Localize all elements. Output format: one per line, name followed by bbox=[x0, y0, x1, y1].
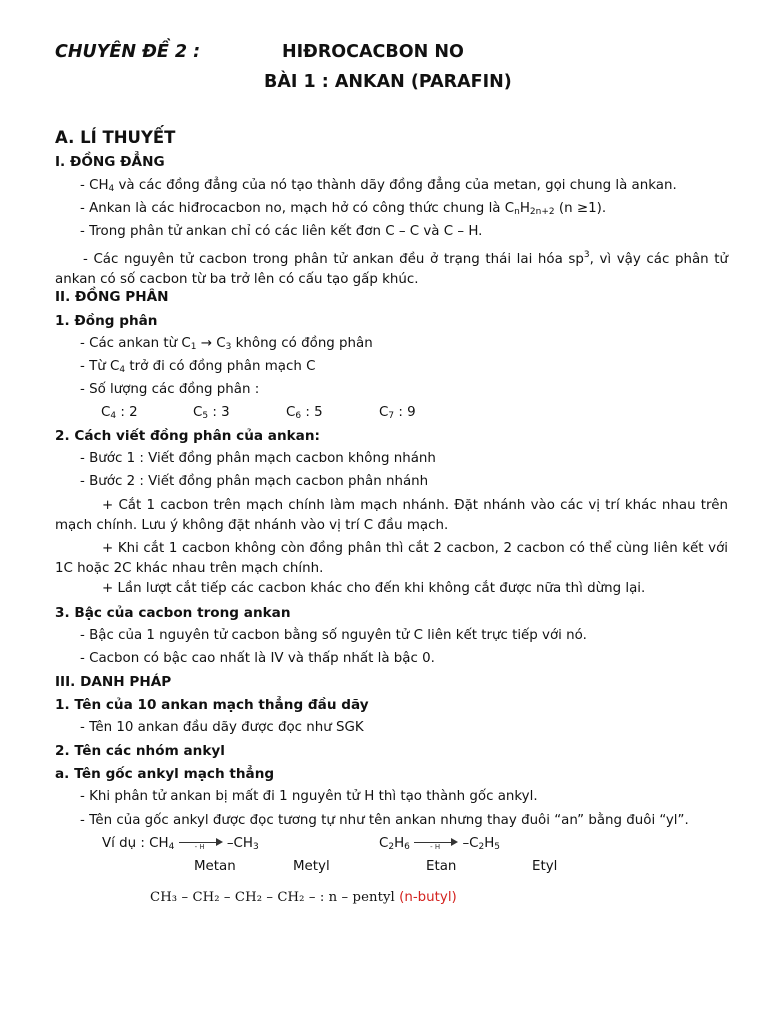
homologous-line-2: - Ankan là các hiđrocacbon no, mạch hở có công thức chung là $C_nH_{2n+2}$ (n ≥1). bbox=[80, 201, 607, 217]
step-2-note-2: + Khi cắt 1 cacbon không còn đồng phân thì cắt 2 cacbon, 2 cacbon có thể cùng liên kết với 1C hoặc 2C khác nhau trên mạch chính. bbox=[55, 541, 728, 576]
chapter-label: CHUYÊN ĐỀ 2 : bbox=[55, 42, 201, 62]
formula-note: (n-butyl) bbox=[399, 890, 457, 905]
right-arrow-icon: - H bbox=[414, 837, 458, 849]
isomer-count-c6: $C_6$ : 5 bbox=[286, 405, 323, 421]
pentyl-formula: CH₃ – CH₂ – CH₂ – CH₂ – : n – pentyl bbox=[150, 890, 395, 905]
step-1: - Bước 1 : Viết đồng phân mạch cacbon không nhánh bbox=[80, 451, 436, 466]
subsection-carbon-order: 3. Bậc của cacbon trong ankan bbox=[55, 605, 291, 621]
name-etyl: Etyl bbox=[532, 859, 558, 874]
isomer-line-2: - Từ $C_4$ trở đi có đồng phân mạch C bbox=[80, 359, 316, 375]
example-methane: Ví dụ : $CH_4$ - H $-CH_3$ bbox=[102, 836, 259, 852]
pentyl-formula-line bbox=[150, 890, 457, 905]
name-metyl: Metyl bbox=[293, 859, 330, 874]
homologous-line-1: - $CH_4$ và các đồng đẳng của nó tạo thành dãy đồng đẳng của metan, gọi chung là ankan. bbox=[80, 178, 677, 194]
subsection-alkyl-groups: 2. Tên các nhóm ankyl bbox=[55, 743, 225, 759]
isomer-count-c7: $C_7$ : 9 bbox=[379, 405, 416, 421]
homologous-line-4: - Các nguyên tử cacbon trong phân tử ankan đều ở trạng thái lai hóa $sp^3$, vì vậy các phân tử ankan có số cacbon từ ba trở lên có cấu tạo gấp khúc. bbox=[55, 250, 728, 287]
step-2-note-3: + Lần lượt cắt tiếp các cacbon khác cho đến khi không cắt được nữa thì dừng lại. bbox=[102, 581, 646, 596]
subsection-writing-isomers: 2. Cách viết đồng phân của ankan: bbox=[55, 428, 320, 444]
subsection-ten-alkanes: 1. Tên của 10 ankan mạch thẳng đầu dãy bbox=[55, 697, 369, 713]
carbon-order-line-1: - Bậc của 1 nguyên tử cacbon bằng số nguyên tử C liên kết trực tiếp với nó. bbox=[80, 628, 587, 643]
section-nomenclature-heading: III. DANH PHÁP bbox=[55, 674, 172, 690]
isomer-count-c5: $C_5$ : 3 bbox=[193, 405, 230, 421]
step-2-note-1: + Cắt 1 cacbon trên mạch chính làm mạch nhánh. Đặt nhánh vào các vị trí khác nhau trên mạch chính. Lưu ý không đặt nhánh vào vị trí C đầu mạch. bbox=[55, 498, 728, 533]
section-homologous-heading: I. ĐỒNG ĐẲNG bbox=[55, 154, 165, 170]
isomer-line-1: - Các ankan từ $C_1 \to C_3$ không có đồng phân bbox=[80, 336, 373, 352]
alkyl-line-1: - Khi phân tử ankan bị mất đi 1 nguyên tử H thì tạo thành gốc ankyl. bbox=[80, 789, 538, 804]
right-arrow-icon: - H bbox=[179, 837, 223, 849]
isomer-count-c4: $C_4$ : 2 bbox=[101, 405, 138, 421]
section-a-heading: A. LÍ THUYẾT bbox=[55, 128, 176, 147]
alkyl-line-2: - Tên của gốc ankyl được đọc tương tự như tên ankan nhưng thay đuôi “an” bằng đuôi “yl”. bbox=[80, 813, 689, 828]
name-etan: Etan bbox=[426, 859, 457, 874]
carbon-order-line-2: - Cacbon có bậc cao nhất là IV và thấp nhất là bậc 0. bbox=[80, 651, 435, 666]
subsection-isomer: 1. Đồng phân bbox=[55, 313, 158, 329]
name-metan: Metan bbox=[194, 859, 236, 874]
step-2: - Bước 2 : Viết đồng phân mạch cacbon phân nhánh bbox=[80, 474, 429, 489]
section-isomer-heading: II. ĐỒNG PHÂN bbox=[55, 289, 169, 305]
ten-alkanes-line: - Tên 10 ankan đầu dãy được đọc như SGK bbox=[80, 720, 364, 735]
lesson-title: BÀI 1 : ANKAN (PARAFIN) bbox=[264, 72, 512, 92]
example-ethane: $C_2H_6$ - H $-C_2H_5$ bbox=[379, 836, 501, 852]
homologous-line-3: - Trong phân tử ankan chỉ có các liên kết đơn C – C và C – H. bbox=[80, 224, 483, 239]
subsection-straight-alkyl: a. Tên gốc ankyl mạch thẳng bbox=[55, 766, 275, 782]
topic-title: HIĐROCACBON NO bbox=[282, 42, 464, 62]
isomer-line-3: - Số lượng các đồng phân : bbox=[80, 382, 260, 397]
